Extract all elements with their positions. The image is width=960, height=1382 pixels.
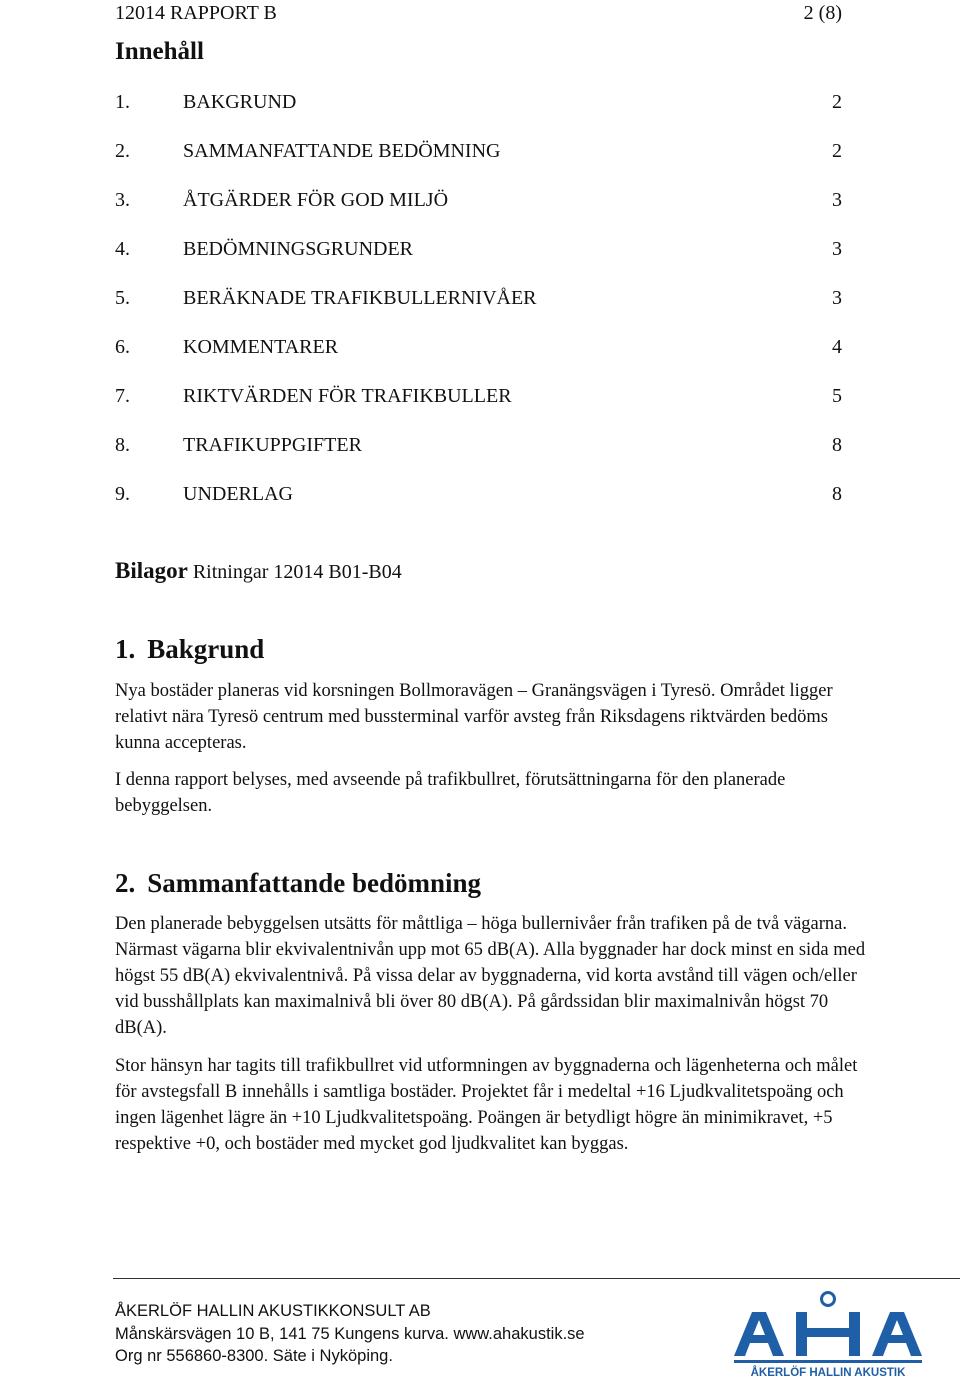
toc-entry-page: 4	[832, 336, 842, 358]
toc-entry-label: BEDÖMNINGSGRUNDER	[183, 238, 414, 260]
appendices-text: Ritningar 12014 B01-B04	[192, 561, 402, 583]
toc-entry-number: 3.	[115, 189, 130, 211]
toc-entry[interactable]	[115, 282, 842, 331]
footer	[115, 1300, 715, 1368]
paragraph: I denna rapport belyses, med avseende på trafikbullret, förutsättningarna för den planerade bebyggelsen.	[115, 770, 786, 816]
toc-entry-label: UNDERLAG	[183, 483, 293, 505]
toc-entry-page: 3	[832, 287, 842, 309]
toc-entry-label: TRAFIKUPPGIFTER	[183, 434, 362, 456]
paragraph: Nya bostäder planeras vid korsningen Bollmoravägen – Granängsvägen i Tyresö. Området ligger relativt nära Tyresö centrum med bussterminal varför avsteg från Riksdagens riktvärden bedöms kunna accepteras.	[115, 681, 833, 753]
logo-tagline: ÅKERLÖF HALLIN AKUSTIK	[750, 1367, 906, 1379]
section-title: Bakgrund	[147, 634, 265, 664]
section-number: 1.	[115, 634, 136, 664]
footer-address: Månskärsvägen 10 B, 141 75 Kungens kurva. www.ahakustik.se	[115, 1324, 585, 1343]
toc-entry[interactable]	[115, 331, 842, 380]
toc-entry[interactable]	[115, 135, 842, 184]
toc-entry-label: BAKGRUND	[183, 91, 297, 113]
toc-entry-page: 5	[832, 385, 842, 407]
toc-entry-number: 7.	[115, 385, 130, 407]
section-heading-sammanfattande	[115, 866, 481, 900]
toc-title: Innehåll	[115, 38, 204, 65]
footer-company: ÅKERLÖF HALLIN AKUSTIKKONSULT AB	[115, 1302, 431, 1320]
toc-entry-label: RIKTVÄRDEN FÖR TRAFIKBULLER	[183, 385, 512, 407]
toc-entry-label: ÅTGÄRDER FÖR GOD MILJÖ	[183, 189, 449, 211]
toc-entry[interactable]	[115, 184, 842, 233]
toc-entry-page: 2	[832, 91, 842, 113]
toc-entry[interactable]	[115, 86, 842, 135]
toc-entry-page: 3	[832, 238, 842, 260]
appendices-label: Bilagor	[115, 558, 188, 583]
page-indicator: 2 (8)	[803, 2, 842, 24]
table-of-contents	[115, 86, 842, 527]
toc-entry-page: 8	[832, 483, 842, 505]
section-title: Sammanfattande bedömning	[147, 868, 482, 898]
toc-entry-number: 9.	[115, 483, 130, 505]
toc-entry[interactable]	[115, 233, 842, 282]
toc-entry-label: BERÄKNADE TRAFIKBULLERNIVÅER	[183, 287, 537, 309]
toc-entry-page: 8	[832, 434, 842, 456]
appendices-line	[115, 555, 402, 588]
toc-entry-number: 2.	[115, 140, 130, 162]
toc-entry-number: 4.	[115, 238, 130, 260]
toc-entry-number: 1.	[115, 91, 130, 113]
toc-entry-page: 2	[832, 140, 842, 162]
section-number: 2.	[115, 868, 136, 898]
footer-org: Org nr 556860-8300. Säte i Nyköping.	[115, 1347, 393, 1365]
toc-entry[interactable]	[115, 478, 842, 527]
company-logo	[728, 1290, 928, 1380]
toc-entry-number: 8.	[115, 434, 130, 456]
page-header	[115, 0, 842, 26]
toc-entry-label: SAMMANFATTANDE BEDÖMNING	[183, 140, 501, 162]
toc-entry-page: 3	[832, 189, 842, 211]
toc-entry-number: 5.	[115, 287, 130, 309]
report-title: 12014 RAPPORT B	[115, 2, 277, 24]
section-heading-bakgrund	[115, 632, 264, 666]
toc-entry[interactable]	[115, 380, 842, 429]
paragraph: Den planerade bebyggelsen utsätts för måttliga – höga bullernivåer från trafiken på de två vägarna. Närmast vägarna blir ekvivalentnivån upp mot 65 dB(A). Alla byggnader har dock minst en sida med högst 55 dB(A) ekvivalentnivå. På vissa delar av byggnaderna, vid korta avstånd till vägen och/eller vid busshållplats kan maximalnivå bli över 80 dB(A). På gårdssidan blir maximalnivån högst 70 dB(A).	[115, 914, 866, 1038]
paragraph: Stor hänsyn har tagits till trafikbullret vid utformningen av byggnaderna och lägenheterna och målet för avstegsfall B innehålls i samtliga bostäder. Projektet får i medeltal +16 Ljudkvalitetspoäng och ingen lägenhet lägre än +10 Ljudkvalitetspoäng. Poängen är betydligt högre än minimikravet, +5 respektive +0, och bostäder med mycket god ljudkvalitet kan byggas.	[115, 1056, 858, 1154]
footer-divider	[113, 1278, 960, 1279]
toc-entry-number: 6.	[115, 336, 130, 358]
toc-entry-label: KOMMENTARER	[183, 336, 339, 358]
toc-entry[interactable]	[115, 429, 842, 478]
